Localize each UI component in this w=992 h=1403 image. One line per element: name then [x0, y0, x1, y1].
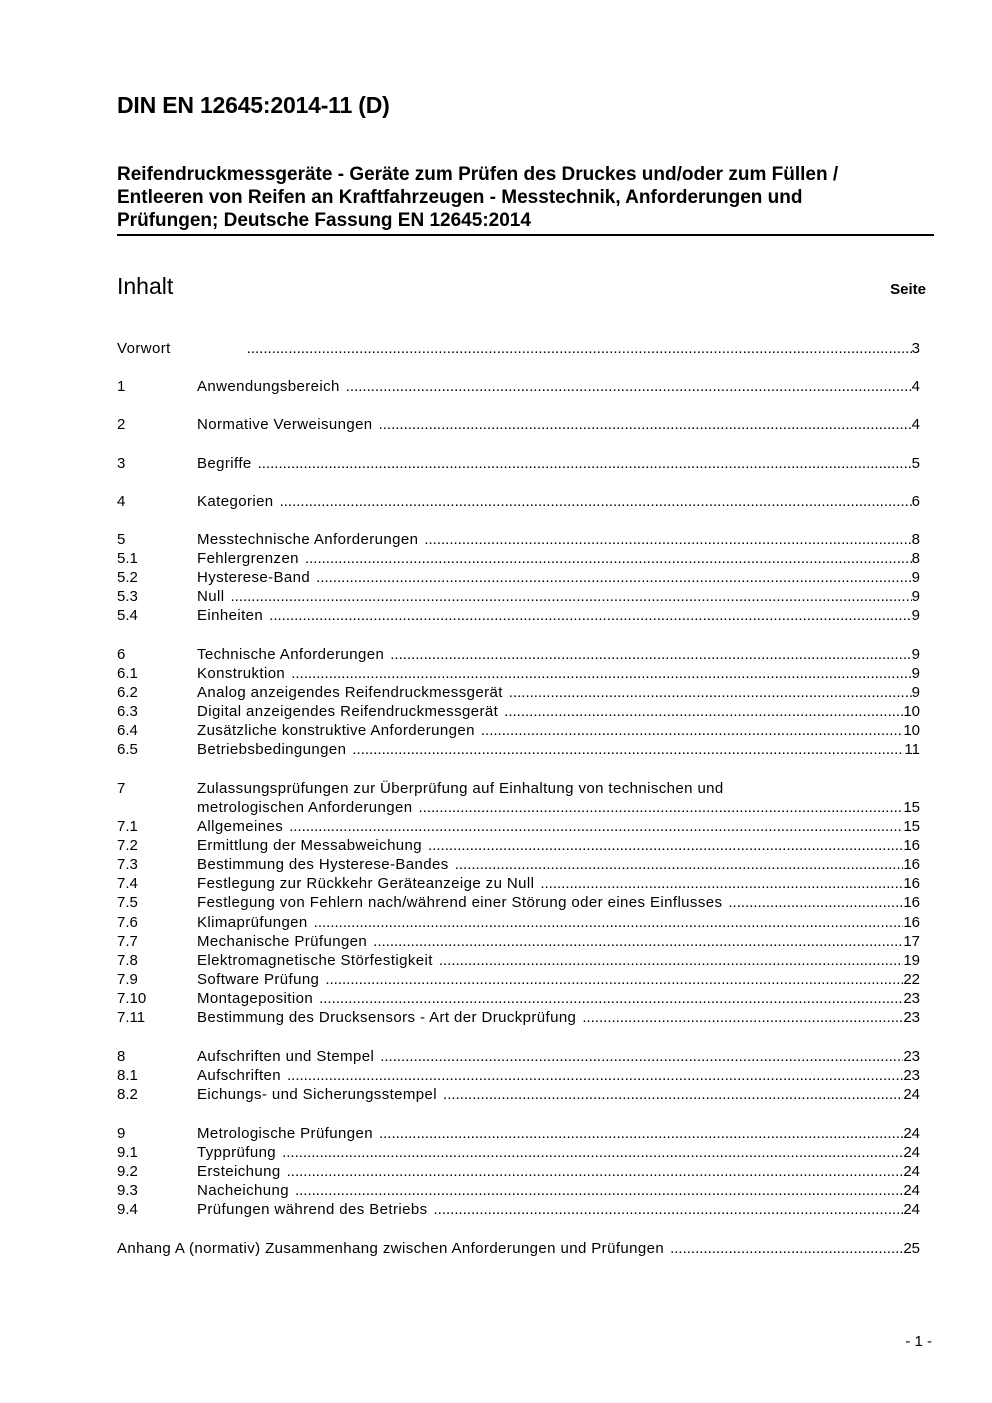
toc-entry[interactable]: [117, 664, 920, 683]
toc-entry[interactable]: [117, 377, 920, 396]
toc-page: 23: [903, 1067, 920, 1084]
toc-leader: [455, 855, 904, 874]
toc-entry[interactable]: [117, 1066, 920, 1085]
toc-label: Hysterese-Band: [197, 569, 311, 586]
toc-label: Normative Verweisungen: [197, 416, 373, 433]
toc-label: Prüfungen während des Betriebs: [197, 1201, 428, 1218]
toc-page: 15: [903, 818, 920, 835]
toc-label: Fehlergrenzen: [197, 550, 299, 567]
toc-leader: [258, 454, 912, 473]
toc-page: 24: [903, 1125, 920, 1142]
toc-leader: [379, 1124, 903, 1143]
toc-number: 6.2: [117, 684, 138, 701]
toc-page: 24: [903, 1201, 920, 1218]
toc-leader: [582, 1008, 903, 1027]
toc-number: 7.8: [117, 952, 138, 969]
toc-label: Ersteichung: [197, 1163, 281, 1180]
toc-label: Montageposition: [197, 990, 314, 1007]
toc-entry[interactable]: [117, 683, 920, 702]
toc-leader: [352, 740, 904, 759]
document-title: DIN EN 12645:2014-11 (D): [117, 92, 390, 118]
toc-leader: [287, 1162, 904, 1181]
toc-label: Zulassungsprüfungen zur Überprüfung auf Einhaltung von technischen und: [197, 780, 724, 797]
toc-entry[interactable]: [117, 951, 920, 970]
toc-number: 6.4: [117, 722, 138, 739]
toc-page: 8: [911, 550, 920, 567]
toc-page: 22: [903, 971, 920, 988]
toc-number: 7: [117, 780, 126, 797]
toc-leader: [433, 1200, 903, 1219]
toc-leader: [428, 836, 903, 855]
toc-label: Eichungs- und Sicherungsstempel: [197, 1086, 438, 1103]
toc-label: Anhang A (normativ) Zusammenhang zwischen Anforderungen und Prüfungen: [117, 1240, 665, 1257]
toc-label: Messtechnische Anforderungen: [197, 531, 419, 548]
toc-entry[interactable]: [117, 836, 920, 855]
toc-number: 9.1: [117, 1144, 138, 1161]
toc-page: 24: [903, 1144, 920, 1161]
toc-entry[interactable]: [117, 874, 920, 893]
toc-leader: [314, 913, 904, 932]
toc-leader: [379, 415, 912, 434]
toc-label: Allgemeines: [197, 818, 284, 835]
toc-number: 7.9: [117, 971, 138, 988]
toc-leader: [346, 377, 912, 396]
toc-leader: [439, 951, 904, 970]
toc-number: 4: [117, 493, 126, 510]
toc-page: 9: [911, 607, 920, 624]
toc-entry[interactable]: [117, 415, 920, 434]
toc-entry[interactable]: [117, 1085, 920, 1104]
toc-leader: [295, 1181, 903, 1200]
toc-entry[interactable]: [117, 549, 920, 568]
toc-leader: [282, 1143, 903, 1162]
toc-entry[interactable]: [117, 989, 920, 1008]
toc-leader: [289, 817, 903, 836]
toc-number: 7.7: [117, 933, 138, 950]
toc-leader: [390, 645, 911, 664]
toc-number: 8.2: [117, 1086, 138, 1103]
toc-page: 4: [911, 416, 920, 433]
toc-entry[interactable]: [117, 1181, 920, 1200]
toc-label: Software Prüfung: [197, 971, 320, 988]
toc-label: Bestimmung des Hysterese-Bandes: [197, 856, 449, 873]
toc-leader: [380, 1047, 903, 1066]
toc-entry[interactable]: [117, 740, 920, 759]
toc-label: Ermittlung der Messabweichung: [197, 837, 423, 854]
toc-label: Begriffe: [197, 455, 252, 472]
toc-page: 16: [903, 914, 920, 931]
toc-leader: [325, 970, 903, 989]
document-subtitle: Reifendruckmessgeräte - Geräte zum Prüfen des Druckes und/oder zum Füllen / Entleeren von Reifen an Kraftfahrzeugen - Messtechnik, Anforderungen und Prüfungen; Deutsche Fassung EN 12645:2014: [117, 164, 839, 231]
toc-number: 5.2: [117, 569, 138, 586]
toc-page: 24: [903, 1182, 920, 1199]
toc-page: 15: [903, 799, 920, 816]
toc-leader: [316, 568, 912, 587]
toc-number: 3: [117, 455, 126, 472]
toc-label: Einheiten: [197, 607, 264, 624]
toc-entry[interactable]: [117, 645, 920, 664]
toc-leader: [419, 798, 904, 817]
toc-page: 8: [911, 531, 920, 548]
toc-label: Anwendungsbereich: [197, 378, 340, 395]
toc-leader: [287, 1066, 903, 1085]
toc-label: Typprüfung: [197, 1144, 277, 1161]
toc-page: 4: [911, 378, 920, 395]
toc-number: 6.3: [117, 703, 138, 720]
toc-label: Festlegung von Fehlern nach/während einer Störung oder eines Einflusses: [197, 894, 723, 911]
toc-entry[interactable]: [117, 817, 920, 836]
toc-entry-continuation[interactable]: [117, 798, 920, 817]
toc-page: 16: [903, 837, 920, 854]
toc-number: 6.1: [117, 665, 138, 682]
toc-label: Aufschriften und Stempel: [197, 1048, 375, 1065]
toc-number: 7.1: [117, 818, 138, 835]
toc-page: 6: [911, 493, 920, 510]
toc-page: 25: [903, 1240, 920, 1257]
toc-entry[interactable]: [117, 932, 920, 951]
toc-number: 5.4: [117, 607, 138, 624]
toc-entry-anhang[interactable]: [117, 1239, 920, 1258]
toc-label: Elektromagnetische Störfestigkeit: [197, 952, 433, 969]
toc-page: 23: [903, 1048, 920, 1065]
toc-entry[interactable]: [117, 530, 920, 549]
toc-label-continuation: metrologischen Anforderungen: [197, 799, 413, 816]
toc-leader: [728, 893, 903, 912]
toc-number: 7.10: [117, 990, 147, 1007]
page-column-label: Seite: [890, 281, 926, 298]
toc-leader: [540, 874, 903, 893]
toc-page: 17: [903, 933, 920, 950]
toc-label: Vorwort: [117, 340, 171, 357]
toc-page: 3: [911, 340, 920, 357]
toc-number: 6: [117, 646, 126, 663]
toc-page: 10: [903, 722, 920, 739]
toc-page: 16: [903, 894, 920, 911]
toc-page: 9: [911, 588, 920, 605]
toc-number: 7.3: [117, 856, 138, 873]
toc-number: 9.4: [117, 1201, 138, 1218]
toc-page: 16: [903, 875, 920, 892]
toc-entry[interactable]: [117, 893, 920, 912]
toc-entry[interactable]: [117, 1143, 920, 1162]
toc-number: 7.2: [117, 837, 138, 854]
toc-page: 24: [903, 1086, 920, 1103]
toc-number: 7.6: [117, 914, 138, 931]
toc-label: Bestimmung des Drucksensors - Art der Druckprüfung: [197, 1009, 577, 1026]
toc-page: 9: [911, 684, 920, 701]
contents-heading: Inhalt: [117, 273, 174, 299]
toc-label: Metrologische Prüfungen: [197, 1125, 373, 1142]
toc-label: Mechanische Prüfungen: [197, 933, 368, 950]
toc-leader: [443, 1085, 903, 1104]
toc-entry[interactable]: [117, 779, 920, 798]
toc-page: 11: [904, 741, 920, 758]
toc-label: Festlegung zur Rückkehr Geräteanzeige zu Null: [197, 875, 535, 892]
toc-number: 7.4: [117, 875, 138, 892]
toc-page: 5: [911, 455, 920, 472]
toc-page: 9: [911, 665, 920, 682]
toc-number: 9.3: [117, 1182, 138, 1199]
toc-label: Zusätzliche konstruktive Anforderungen: [197, 722, 475, 739]
toc-entry-vorwort[interactable]: [117, 339, 920, 358]
toc-leader: [269, 606, 912, 625]
toc-leader: [280, 492, 912, 511]
toc-page: 23: [903, 990, 920, 1007]
toc-number: 5: [117, 531, 126, 548]
title-divider: [117, 234, 934, 236]
toc-entry[interactable]: [117, 1047, 920, 1066]
toc-entry[interactable]: [117, 1124, 920, 1143]
toc-number: 5.3: [117, 588, 138, 605]
toc-page: 9: [911, 646, 920, 663]
toc-entry[interactable]: [117, 568, 920, 587]
toc-label: Kategorien: [197, 493, 274, 510]
toc-leader: [509, 683, 912, 702]
toc-label: Null: [197, 588, 225, 605]
toc-entry[interactable]: [117, 855, 920, 874]
toc-leader: [424, 530, 911, 549]
toc-entry[interactable]: [117, 587, 920, 606]
toc-entry[interactable]: [117, 606, 920, 625]
toc-label: Nacheichung: [197, 1182, 289, 1199]
toc-label: Aufschriften: [197, 1067, 282, 1084]
toc-leader: [291, 664, 911, 683]
toc-leader: [504, 702, 903, 721]
toc-page: 9: [911, 569, 920, 586]
toc-leader: [230, 587, 911, 606]
toc-entry[interactable]: [117, 702, 920, 721]
toc-entry[interactable]: [117, 721, 920, 740]
toc-entry[interactable]: [117, 970, 920, 989]
toc-number: 9: [117, 1125, 126, 1142]
toc-label: Digital anzeigendes Reifendruckmessgerät: [197, 703, 499, 720]
toc-page: 16: [903, 856, 920, 873]
toc-leader: [670, 1239, 903, 1258]
toc-leader: [247, 339, 912, 358]
toc-page: 23: [903, 1009, 920, 1026]
toc-page: 19: [903, 952, 920, 969]
toc-label: Konstruktion: [197, 665, 286, 682]
toc-label: Technische Anforderungen: [197, 646, 385, 663]
toc-label: Betriebsbedingungen: [197, 741, 347, 758]
toc-leader: [319, 989, 903, 1008]
toc-number: 6.5: [117, 741, 138, 758]
toc-entry[interactable]: [117, 1008, 920, 1027]
toc-number: 9.2: [117, 1163, 138, 1180]
toc-entry[interactable]: [117, 492, 920, 511]
toc-number: 5.1: [117, 550, 138, 567]
toc-label: Klimaprüfungen: [197, 914, 308, 931]
toc-page: 24: [903, 1163, 920, 1180]
toc-leader: [305, 549, 912, 568]
toc-label: Analog anzeigendes Reifendruckmessgerät: [197, 684, 503, 701]
toc-number: 2: [117, 416, 126, 433]
toc-number: 1: [117, 378, 126, 395]
toc-entry[interactable]: [117, 1162, 920, 1181]
toc-number: 8.1: [117, 1067, 138, 1084]
toc-number: 7.5: [117, 894, 138, 911]
page-number: - 1 -: [905, 1333, 932, 1350]
toc-number: 7.11: [117, 1009, 146, 1026]
toc-entry[interactable]: [117, 1200, 920, 1219]
toc-leader: [373, 932, 903, 951]
toc-leader: [481, 721, 903, 740]
toc-entry[interactable]: [117, 913, 920, 932]
toc-page: 10: [903, 703, 920, 720]
toc-number: 8: [117, 1048, 126, 1065]
toc-entry[interactable]: [117, 454, 920, 473]
